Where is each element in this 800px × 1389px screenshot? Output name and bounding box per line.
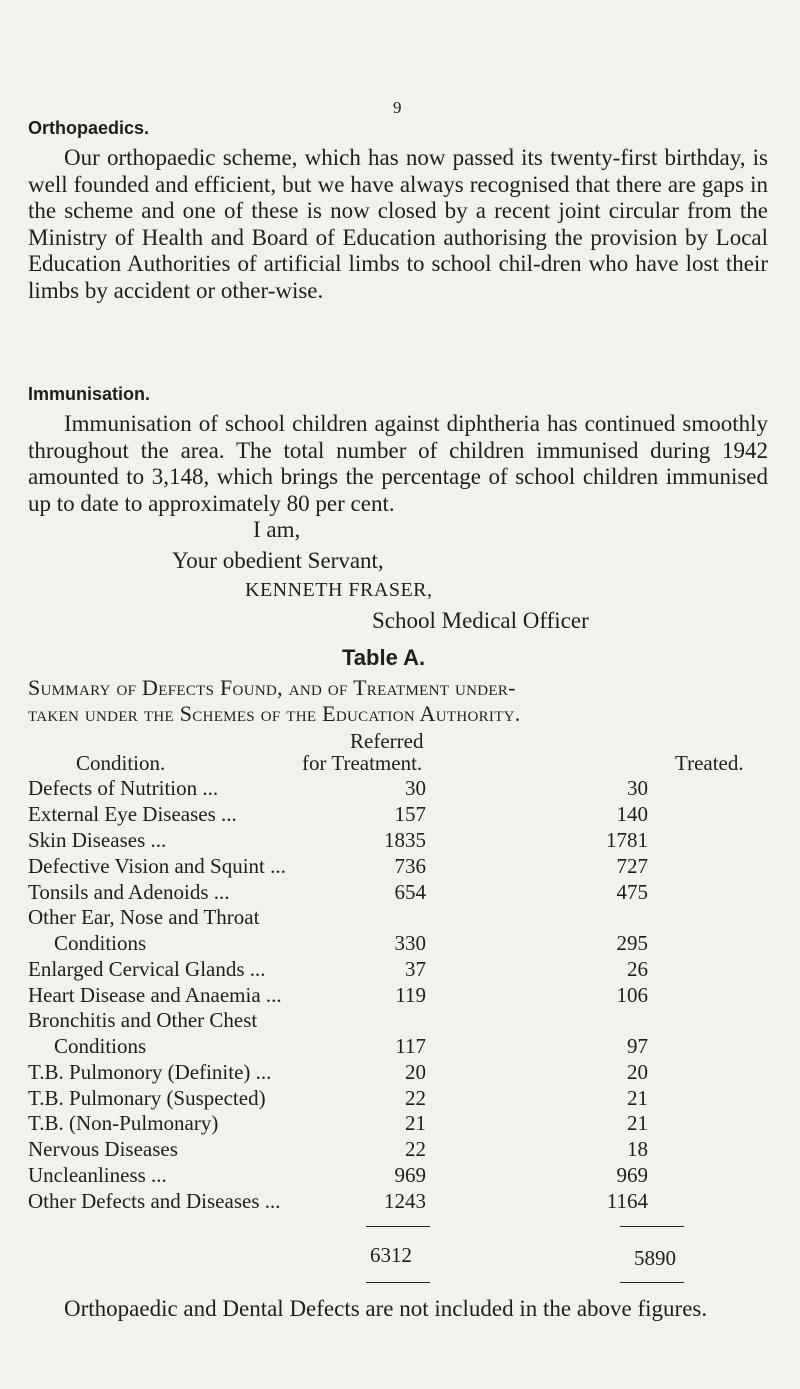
row-treated: 969 bbox=[616, 1163, 648, 1187]
row-condition: External Eye Diseases ... bbox=[28, 802, 237, 826]
table-row bbox=[28, 1060, 768, 1086]
row-treated: 20 bbox=[627, 1060, 648, 1084]
row-treated: 475 bbox=[616, 880, 648, 904]
row-treated: 1781 bbox=[606, 828, 648, 852]
row-condition: Uncleanliness ... bbox=[28, 1163, 167, 1187]
col-referred-line2: for Treatment. bbox=[302, 751, 423, 775]
row-condition: T.B. Pulmonary (Suspected) bbox=[28, 1086, 266, 1110]
signature-salutation: I am, bbox=[253, 517, 301, 542]
orthopaedics-paragraph bbox=[28, 145, 768, 304]
row-treated: 21 bbox=[627, 1086, 648, 1110]
table-row bbox=[28, 880, 768, 906]
table-row bbox=[28, 931, 768, 957]
table-row bbox=[28, 905, 768, 931]
footnote bbox=[28, 1296, 768, 1323]
total-rule-bottom-treated bbox=[620, 1282, 684, 1283]
row-condition-line1: Other Ear, Nose and Throat bbox=[28, 905, 260, 929]
row-treated: 295 bbox=[616, 931, 648, 955]
row-condition: Nervous Diseases bbox=[28, 1137, 178, 1161]
table-row bbox=[28, 957, 768, 983]
row-referred: 21 bbox=[405, 1111, 426, 1135]
immunisation-paragraph bbox=[28, 411, 768, 517]
row-treated: 97 bbox=[627, 1034, 648, 1058]
table-row bbox=[28, 854, 768, 880]
table-row bbox=[28, 1111, 768, 1137]
row-referred: 330 bbox=[394, 931, 426, 955]
table-row bbox=[28, 1163, 768, 1189]
row-treated: 26 bbox=[627, 957, 648, 981]
row-referred: 119 bbox=[395, 983, 426, 1007]
row-treated: 30 bbox=[627, 776, 648, 800]
table-row bbox=[28, 983, 768, 1009]
row-condition: T.B. (Non-Pulmonary) bbox=[28, 1111, 219, 1135]
row-referred: 22 bbox=[405, 1086, 426, 1110]
row-condition: Heart Disease and Anaemia ... bbox=[28, 983, 282, 1007]
table-row bbox=[28, 1189, 768, 1215]
immunisation-text: Immunisation of school children against diphtheria has continued smoothly throughout the area. The total number of children immunised during 1942 amounted to 3,148, which brings the percentage of school children immunised up to date to approximately 80 per cent. bbox=[28, 411, 768, 516]
total-rule-top-treated bbox=[620, 1226, 684, 1227]
table-row bbox=[28, 1008, 768, 1034]
table-row bbox=[28, 776, 768, 802]
table-row bbox=[28, 1034, 768, 1060]
table-row bbox=[28, 1137, 768, 1163]
row-condition: Defective Vision and Squint ... bbox=[28, 854, 286, 878]
row-treated: 727 bbox=[616, 854, 648, 878]
table-row bbox=[28, 828, 768, 854]
table-row bbox=[28, 1086, 768, 1112]
row-referred: 969 bbox=[394, 1163, 426, 1187]
row-referred: 22 bbox=[405, 1137, 426, 1161]
col-treated: Treated. bbox=[675, 751, 744, 775]
table-title: Table A. bbox=[342, 645, 426, 670]
signature-title: School Medical Officer bbox=[372, 608, 589, 633]
row-condition: Tonsils and Adenoids ... bbox=[28, 880, 230, 904]
row-referred: 1243 bbox=[384, 1189, 426, 1213]
table-summary-line1: Summary of Defects Found, and of Treatment under- bbox=[28, 675, 516, 700]
orthopaedics-heading: Orthopaedics. bbox=[28, 118, 150, 138]
orthopaedics-text: Our orthopaedic scheme, which has now passed its twenty-first birthday, is well founded and efficient, but we have always recognised that there are gaps in the scheme and one of these is now closed by a recent joint circular from the Ministry of Health and Board of Education authorising the provision by Local Education Authorities of artificial limbs to school chil-dren who have lost their limbs by accident or other-wise. bbox=[28, 145, 768, 303]
row-treated: 21 bbox=[627, 1111, 648, 1135]
row-referred: 736 bbox=[394, 854, 426, 878]
row-referred: 20 bbox=[405, 1060, 426, 1084]
immunisation-heading: Immunisation. bbox=[28, 384, 151, 404]
row-condition-line2: Conditions bbox=[54, 1034, 147, 1058]
row-treated: 18 bbox=[627, 1137, 648, 1161]
footnote-text: Orthopaedic and Dental Defects are not included in the above figures. bbox=[64, 1296, 708, 1321]
total-referred: 6312 bbox=[370, 1243, 412, 1267]
row-treated: 106 bbox=[616, 983, 648, 1007]
table-summary-line2: taken under the Schemes of the Education Authority. bbox=[28, 701, 521, 726]
row-condition-line1: Bronchitis and Other Chest bbox=[28, 1008, 258, 1032]
row-referred: 157 bbox=[394, 802, 426, 826]
signature-closing: Your obedient Servant, bbox=[172, 548, 384, 573]
row-referred: 654 bbox=[394, 880, 426, 904]
row-referred: 117 bbox=[395, 1034, 426, 1058]
row-condition: Enlarged Cervical Glands ... bbox=[28, 957, 266, 981]
row-condition: Defects of Nutrition ... bbox=[28, 776, 219, 800]
row-treated: 1164 bbox=[606, 1189, 648, 1213]
total-treated: 5890 bbox=[634, 1246, 676, 1270]
total-rule-top-referred bbox=[366, 1226, 430, 1227]
row-referred: 37 bbox=[405, 957, 426, 981]
signature-name: KENNETH FRASER, bbox=[245, 579, 433, 601]
row-condition-line2: Conditions bbox=[54, 931, 147, 955]
row-condition: Skin Diseases ... bbox=[28, 828, 167, 852]
row-condition: Other Defects and Diseases ... bbox=[28, 1189, 281, 1213]
page-number: 9 bbox=[393, 98, 402, 117]
row-referred: 30 bbox=[405, 776, 426, 800]
col-referred-line1: Referred bbox=[350, 729, 424, 753]
row-treated: 140 bbox=[616, 802, 648, 826]
row-condition: T.B. Pulmonory (Definite) ... bbox=[28, 1060, 272, 1084]
row-referred: 1835 bbox=[384, 828, 426, 852]
total-rule-bottom-referred bbox=[366, 1282, 430, 1283]
table-row bbox=[28, 802, 768, 828]
col-condition: Condition. bbox=[76, 751, 166, 775]
